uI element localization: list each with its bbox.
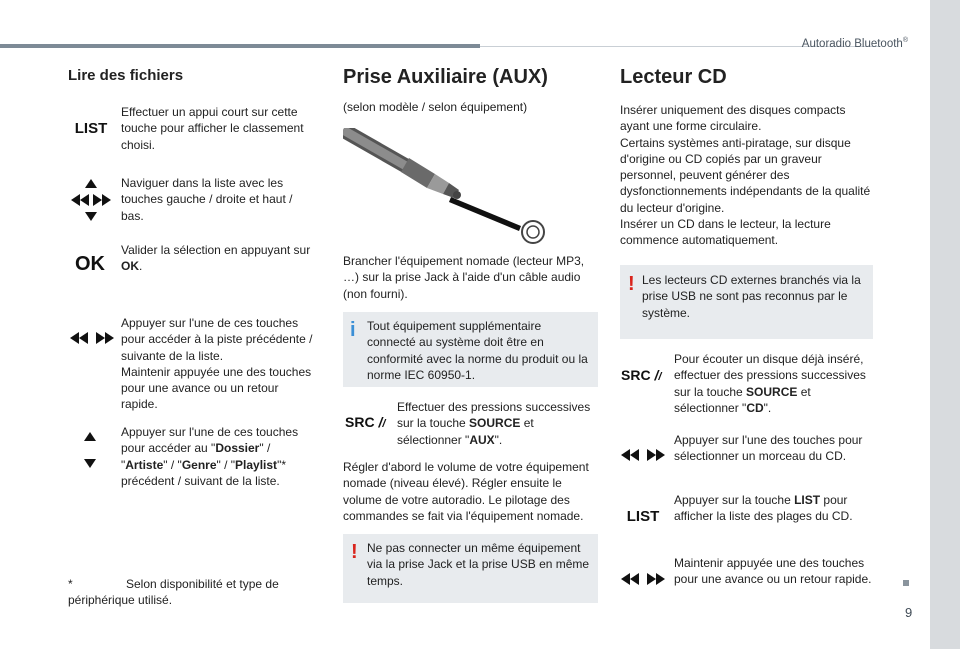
aux-para2: Régler d'abord le volume de votre équipement nomade (niveau élevé). Régler ensuite le volume de votre autoradio. Le pilotage des commandes se fait via l'équipement nomade. (343, 460, 589, 523)
cd-hold-text: Maintenir appuyée une des touches pour une avance ou un retour rapide. (674, 556, 872, 587)
src-icon: SRC // (345, 414, 386, 430)
section-heading-aux: Prise Auxiliaire (AUX) (343, 66, 548, 88)
nav-row-text: Naviguer dans la liste avec les touches gauche / droite et haut / bas. (121, 176, 293, 223)
page-sidebar (930, 0, 960, 649)
cd-warning-text: Les lecteurs CD externes branchés via la prise USB ne sont pas reconnus par le système. (642, 273, 861, 320)
footnote-text: Selon disponibilité et type de périphérique utilisé. (68, 577, 279, 608)
aux-warning-text: Ne pas connecter un même équipement via la prise Jack et la prise USB en même temps. (367, 541, 590, 588)
list-row-text: Effectuer un appui court sur cette touche pour afficher le classement choisi. (121, 105, 304, 152)
continue-marker (903, 580, 909, 586)
prev-next-icon (621, 448, 665, 462)
cd-skip-text: Appuyer sur l'une des touches pour sélectionner un morceau du CD. (674, 433, 863, 464)
section-heading-lire: Lire des fichiers (68, 67, 184, 84)
footnote-star: * (68, 577, 73, 591)
section-heading-cd: Lecteur CD (620, 66, 727, 88)
aux-info-text: Tout équipement supplémentaire connecté au système doit être en conformité avec la norme du produit ou la norme IEC 60950-1. (367, 319, 588, 382)
ok-icon: OK (75, 253, 105, 275)
jack-plug-icon (343, 128, 553, 246)
cd-para: Insérer uniquement des disques compacts ayant une forme circulaire. Certains systèmes anti-piratage, sur disque d'origine ou CD copiés par un graveur personnel, peuvent générer des dysfonctionnements indépendants de la qualité du lecteur d'origine. Insérer un CD dans le lecteur, la lecture commence automatiquement. (620, 103, 871, 248)
header-rule (0, 44, 480, 48)
prev-next-icon (621, 572, 665, 586)
src-icon: SRC // (621, 367, 662, 383)
aux-subtitle: (selon modèle / selon équipement) (343, 100, 528, 114)
up-down-row-text: Appuyer sur l'une de ces touches pour accéder au "Dossier" / "Artiste" / "Genre" / "Playlist"* précédent / suivant de la liste. (121, 425, 299, 488)
aux-para1: Brancher l'équipement nomade (lecteur MP3, …) sur la prise Jack à l'aide d'un câble audio (non fourni). (343, 254, 585, 301)
prev-next-row-text: Appuyer sur l'une de ces touches pour accéder à la piste précédente / suivante de la liste. Maintenir appuyée une des touches pour une avance ou un retour rapide. (121, 316, 313, 412)
aux-info-note (343, 312, 598, 387)
page-number: 9 (905, 605, 913, 620)
prev-next-icon (70, 331, 114, 345)
nav-arrows-icon (68, 179, 114, 221)
warning-icon: ! (351, 541, 358, 563)
info-icon: i (350, 319, 356, 341)
warning-icon: ! (628, 273, 635, 295)
list-icon: LIST (74, 120, 108, 137)
cd-warning-note (620, 265, 873, 339)
list-icon: LIST (626, 508, 660, 525)
cd-list-text: Appuyer sur la touche LIST pour afficher la liste des plages du CD. (674, 493, 853, 524)
aux-src-text: Effectuer des pressions successives sur la touche SOURCE et sélectionner "AUX". (397, 400, 591, 447)
up-down-icon (83, 432, 97, 468)
header-title: Autoradio Bluetooth® (801, 37, 908, 50)
cd-src-text: Pour écouter un disque déjà inséré, effectuer des pressions successives sur la touche SOURCE et sélectionner "CD". (674, 352, 866, 415)
ok-row-text: Valider la sélection en appuyant sur OK. (121, 243, 311, 274)
aux-warning-note (343, 534, 598, 603)
